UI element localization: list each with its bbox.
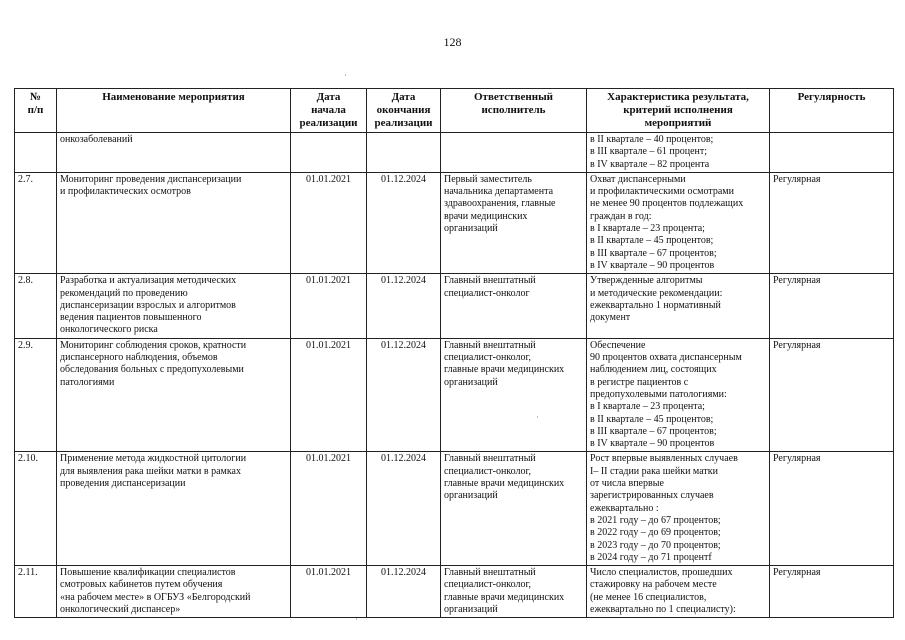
header-executor	[441, 89, 587, 133]
header-line: начала	[311, 104, 346, 116]
cell-executor-line: главные врачи медицинских	[444, 364, 565, 376]
cell-result	[587, 452, 770, 566]
cell-name	[57, 452, 291, 566]
cell-start-date: 01.01.2021	[291, 566, 367, 618]
cell-executor-line: Главный внештатный	[444, 275, 536, 287]
header-regularity: Регулярность	[770, 89, 894, 133]
cell-result-line: в 2024 году – до 71 процентf	[590, 551, 712, 563]
table-row	[15, 566, 894, 618]
header-line: Ответственный	[473, 91, 554, 103]
cell-result	[587, 172, 770, 273]
header-line: критерий исполнения	[623, 104, 733, 116]
cell-result-line: в 2021 году – до 67 процентов;	[590, 514, 721, 526]
cell-name-line: «на рабочем месте» в ОГБУЗ «Белгородский	[60, 591, 251, 603]
cell-start-date: 01.01.2021	[291, 172, 367, 273]
cell-executor-line: главные врачи медицинских	[444, 591, 565, 603]
header-line: мероприятий	[644, 117, 712, 129]
cell-num	[15, 133, 57, 173]
cell-result-line: в II квартале – 45 процентов;	[590, 235, 714, 247]
scan-mark: ·	[355, 614, 358, 624]
cell-executor-line: специалист-онколог,	[444, 465, 531, 477]
cell-result-line: в I квартале – 23 процента;	[590, 223, 705, 235]
cell-end-date	[367, 133, 441, 173]
cell-regularity	[770, 133, 894, 173]
cell-executor-line: врачи медицинских	[444, 210, 528, 222]
cell-result-line: 90 процентов охвата диспансерным	[590, 352, 742, 364]
cell-executor-line: Главный внештатный	[444, 339, 536, 351]
cell-result-line: Обеспечение	[590, 339, 646, 351]
cell-name-line: онкозаболеваний	[60, 134, 133, 145]
cell-end-date: 01.12.2024	[367, 274, 441, 338]
cell-result-line: в 2022 году – до 69 процентов;	[590, 527, 721, 539]
cell-result-line: и методические рекомендации:	[590, 287, 723, 299]
cell-name-line: для выявления рака шейки матки в рамках	[60, 465, 241, 477]
cell-executor-line: Главный внештатный	[444, 567, 536, 579]
cell-name-line: Применение метода жидкостной цитологии	[60, 453, 247, 465]
cell-result-line: I– II стадии рака шейки матки	[590, 465, 718, 477]
cell-result-line: Число специалистов, прошедших	[590, 567, 733, 579]
cell-name	[57, 338, 291, 452]
cell-name-line: обследования больных с предопухолевыми	[60, 364, 244, 376]
cell-result-line: от числа впервые	[590, 478, 664, 490]
cell-result	[587, 566, 770, 618]
cell-result-line: ежеквартально 1 нормативный	[590, 299, 721, 311]
header-line: п/п	[27, 104, 44, 116]
cell-result-line: в IV квартале – 82 процента	[590, 158, 710, 170]
cell-num: 2.10.	[15, 452, 57, 566]
header-start-date	[291, 89, 367, 133]
cell-num: 2.8.	[15, 274, 57, 338]
scan-mark: ·	[344, 70, 347, 80]
header-name: Наименование мероприятия	[57, 89, 291, 133]
cell-result-line: в регистре пациентов с	[590, 376, 689, 388]
cell-end-date: 01.12.2024	[367, 338, 441, 452]
cell-name-line: патологиями	[60, 376, 115, 388]
cell-end-date: 01.12.2024	[367, 566, 441, 618]
cell-name-line: и профилактических осмотров	[60, 186, 191, 198]
cell-result-line: (не менее 16 специалистов,	[590, 591, 707, 603]
cell-result-line: в III квартале – 67 процентов;	[590, 425, 717, 437]
cell-name-line: Разработка и актуализация методических	[60, 275, 237, 287]
cell-result	[587, 338, 770, 452]
cell-result-line: Охват диспансерными	[590, 173, 686, 185]
cell-result-line: в II квартале – 40 процентов;	[590, 134, 714, 145]
page-number: 128	[443, 35, 462, 49]
cell-result	[587, 133, 770, 173]
cell-result-line: в II квартале – 45 процентов;	[590, 413, 714, 425]
cell-name-line: диспансеризации взрослых и алгоритмов	[60, 299, 236, 311]
cell-executor	[441, 172, 587, 273]
cell-result-line: в III квартале – 67 процентов;	[590, 247, 717, 259]
cell-result-line: предопухолевыми патологиями:	[590, 388, 727, 400]
cell-result-line: не менее 90 процентов подлежащих	[590, 198, 744, 210]
header-line: Характеристика результата,	[607, 91, 749, 103]
cell-name-line: Повышение квалификации специалистов	[60, 567, 236, 579]
cell-regularity: Регулярная	[770, 338, 894, 452]
cell-executor-line: специалист-онколог,	[444, 579, 531, 591]
cell-executor-line: специалист-онколог,	[444, 352, 531, 364]
cell-executor-line: начальника департамента	[444, 186, 554, 198]
cell-executor-line: Главный внештатный	[444, 453, 536, 465]
cell-result-line: в I квартале – 23 процента;	[590, 401, 705, 413]
cell-executor-line: здравоохранения, главные	[444, 198, 556, 210]
cell-executor	[441, 566, 587, 618]
cell-executor-line: организаций	[444, 603, 498, 615]
cell-num: 2.11.	[15, 566, 57, 618]
cell-num: 2.7.	[15, 172, 57, 273]
header-line: реализации	[374, 117, 433, 129]
cell-result-line: зарегистрированных случаев	[590, 490, 714, 502]
header-row	[15, 89, 894, 133]
cell-executor-line: организаций	[444, 490, 498, 502]
cell-start-date: 01.01.2021	[291, 452, 367, 566]
cell-regularity: Регулярная	[770, 172, 894, 273]
table-row	[15, 274, 894, 338]
cell-result-line: документ	[590, 312, 631, 324]
cell-name	[57, 274, 291, 338]
cell-result-line: в III квартале – 61 процент;	[590, 146, 708, 158]
cell-end-date: 01.12.2024	[367, 172, 441, 273]
cell-result-line: Рост впервые выявленных случаев	[590, 453, 738, 465]
header-result	[587, 89, 770, 133]
cell-executor	[441, 338, 587, 452]
cell-result-line: ежеквартально по 1 специалисту):	[590, 603, 736, 615]
cell-regularity: Регулярная	[770, 452, 894, 566]
cell-end-date: 01.12.2024	[367, 452, 441, 566]
header-end-date	[367, 89, 441, 133]
cell-executor-line: Первый заместитель	[444, 173, 532, 185]
cell-name-line: диспансерного наблюдения, объемов	[60, 352, 218, 364]
header-line: окончания	[376, 104, 431, 116]
cell-name-line: онкологического риска	[60, 324, 158, 336]
cell-result-line: в 2023 году – до 70 процентов;	[590, 539, 721, 551]
cell-result-line: в IV квартале – 90 процентов	[590, 438, 715, 450]
cell-executor-line: главные врачи медицинских	[444, 478, 565, 490]
cell-name-line: ведения пациентов повышенного	[60, 312, 202, 324]
cell-name-line: проведения диспансеризации	[60, 478, 186, 490]
cell-name	[57, 133, 291, 173]
cell-start-date	[291, 133, 367, 173]
cell-result-line: наблюдением лиц, состоящих	[590, 364, 717, 376]
cell-regularity: Регулярная	[770, 566, 894, 618]
scan-mark: ·	[536, 412, 539, 422]
header-line: №	[29, 91, 42, 103]
header-line: исполнитель	[481, 104, 546, 116]
cell-result-line: ежеквартально :	[590, 502, 659, 514]
cell-result-line: Утвержденные алгоритмы	[590, 275, 703, 287]
header-line: реализации	[299, 117, 358, 129]
cell-name-line: онкологический диспансер»	[60, 603, 181, 615]
activities-table	[14, 88, 894, 618]
cell-result-line: в IV квартале – 90 процентов	[590, 259, 715, 271]
cell-executor-line: организаций	[444, 223, 498, 235]
cell-name-line: Мониторинг соблюдения сроков, кратности	[60, 339, 247, 351]
cell-executor-line: организаций	[444, 376, 498, 388]
cell-regularity: Регулярная	[770, 274, 894, 338]
cell-name-line: смотровых кабинетов путем обучения	[60, 579, 223, 591]
cell-executor	[441, 274, 587, 338]
cell-name	[57, 566, 291, 618]
cell-executor-line: специалист-онколог	[444, 287, 530, 299]
header-num	[15, 89, 57, 133]
cell-executor	[441, 452, 587, 566]
table-row	[15, 338, 894, 452]
table-row	[15, 452, 894, 566]
header-line: Дата	[316, 91, 341, 103]
cell-executor	[441, 133, 587, 173]
cell-result	[587, 274, 770, 338]
cell-result-line: граждан в год:	[590, 210, 652, 222]
cell-name	[57, 172, 291, 273]
table-row	[15, 133, 894, 173]
cell-result-line: стажировку на рабочем месте	[590, 579, 717, 591]
cell-name-line: рекомендаций по проведению	[60, 287, 188, 299]
cell-start-date: 01.01.2021	[291, 338, 367, 452]
cell-num: 2.9.	[15, 338, 57, 452]
cell-result-line: и профилактическими осмотрами	[590, 186, 734, 198]
cell-start-date: 01.01.2021	[291, 274, 367, 338]
table-row	[15, 172, 894, 273]
cell-name-line: Мониторинг проведения диспансеризации	[60, 173, 242, 185]
header-line: Дата	[391, 91, 416, 103]
